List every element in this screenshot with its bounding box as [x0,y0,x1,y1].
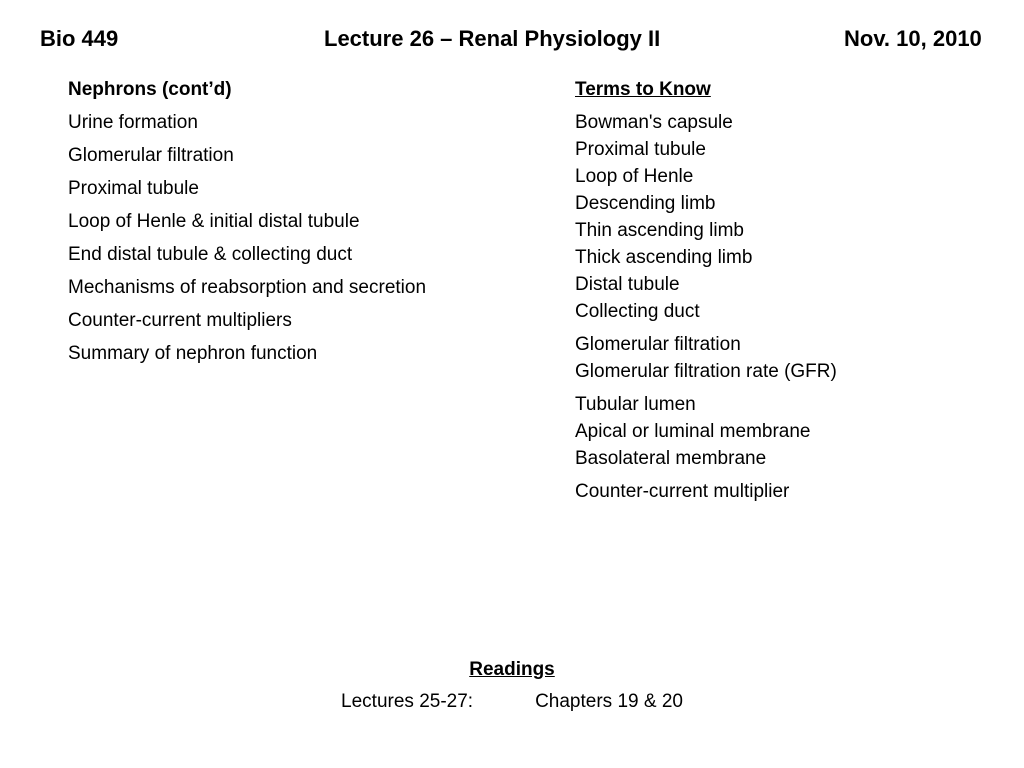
term-item: Apical or luminal membrane [575,421,811,442]
term-item: Collecting duct [575,301,700,322]
term-item: Thin ascending limb [575,220,744,241]
terms-group-filtration [575,331,995,385]
topic-item: Loop of Henle & initial distal tubule [68,211,360,232]
terms-group-membranes [575,391,995,472]
topic-item: Counter-current multipliers [68,310,292,331]
readings-lectures: Lectures 25-27: [341,691,474,712]
topics-column [68,76,538,373]
readings-chapters: Chapters 19 & 20 [535,691,683,712]
topic-item: Mechanisms of reabsorption and secretion [68,277,427,298]
lecture-title: Lecture 26 – Renal Physiology II [324,26,661,51]
readings-row [0,688,1024,716]
term-item: Tubular lumen [575,394,696,415]
term-item: Basolateral membrane [575,448,767,469]
topics-heading: Nephrons (cont’d) [68,79,232,100]
term-item: Loop of Henle [575,166,694,187]
topic-item: Proximal tubule [68,178,199,199]
readings-section [0,656,1024,716]
readings-heading: Readings [469,659,555,680]
lecture-date: Nov. 10, 2010 [844,26,982,51]
term-item: Thick ascending limb [575,247,753,268]
term-item: Glomerular filtration rate (GFR) [575,361,837,382]
term-item: Proximal tubule [575,139,706,160]
term-item: Bowman's capsule [575,112,733,133]
terms-heading: Terms to Know [575,79,711,100]
term-item: Descending limb [575,193,716,214]
terms-group-nephron-parts [575,109,995,325]
topic-item: Summary of nephron function [68,343,318,364]
term-item: Distal tubule [575,274,680,295]
topic-item: End distal tubule & collecting duct [68,244,353,265]
terms-group-multiplier [575,478,995,505]
term-item: Counter-current multiplier [575,481,790,502]
course-code: Bio 449 [40,26,119,51]
term-item: Glomerular filtration [575,334,741,355]
topic-item: Glomerular filtration [68,145,234,166]
terms-column [575,76,995,511]
topic-item: Urine formation [68,112,198,133]
